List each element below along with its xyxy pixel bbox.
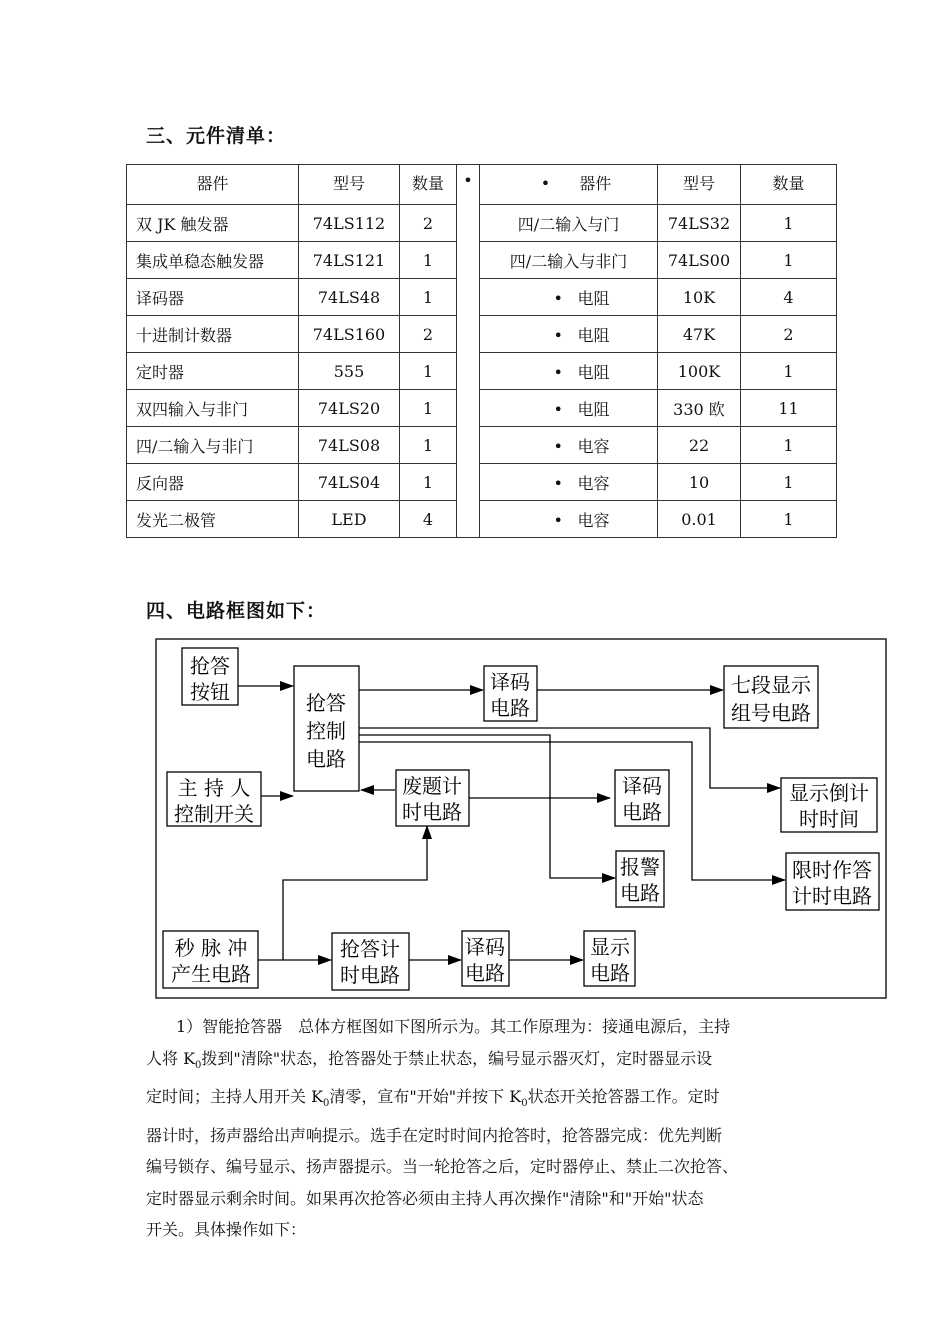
model-right-cell: 74LS00: [658, 242, 741, 279]
bullet-icon: •: [553, 362, 563, 382]
separator-cell: [457, 279, 480, 316]
table-row: [127, 427, 837, 464]
model-left-cell: 74LS160: [299, 316, 400, 353]
device-left-cell: 十进制计数器: [127, 316, 299, 353]
qty-right-cell: 4: [741, 279, 837, 316]
separator-cell: [457, 464, 480, 501]
table-row: [127, 316, 837, 353]
para-line-1: 1）智能抢答器 总体方框图如下图所示为。其工作原理为：接通电源后，主持: [176, 1017, 731, 1036]
para-line-5: 编号锁存、编号显示、扬声器提示。当一轮抢答之后，定时器停止、禁止二次抢答、: [146, 1157, 739, 1177]
header-qty-left: 数量: [400, 165, 457, 205]
section-3-title: 三、元件清单：: [146, 125, 287, 147]
device-left-cell: 译码器: [127, 279, 299, 316]
device-right-cell: [480, 279, 658, 316]
para-line-6: 定时器显示剩余时间。如果再次抢答必须由主持人再次操作"清除"和"开始"状态: [146, 1188, 704, 1208]
model-left-cell: 74LS08: [299, 427, 400, 464]
separator-cell: [457, 390, 480, 427]
qty-left-cell: 1: [400, 427, 457, 464]
limit-timer-label-2: 计时电路: [792, 884, 872, 908]
table-row: [127, 353, 837, 390]
qty-right-cell: 1: [741, 427, 837, 464]
device-right-cell: [480, 316, 658, 353]
display-label-1: 显示: [590, 935, 630, 959]
qty-left-cell: 1: [400, 464, 457, 501]
table-row: [127, 464, 837, 501]
alarm-label-1: 报警: [620, 855, 660, 879]
separator-cell: [457, 501, 480, 538]
model-left-cell: 555: [299, 353, 400, 390]
parts-table: [126, 164, 837, 538]
seven-seg-label-2: 组号电路: [731, 701, 811, 725]
host-label-1: 主 持 人: [177, 776, 251, 800]
qty-left-cell: 1: [400, 390, 457, 427]
alarm-label-2: 电路: [620, 881, 660, 905]
decoder-1-label-1: 译码: [490, 670, 530, 694]
countdown-label-1: 显示倒计: [789, 781, 869, 805]
decoder-3-label-2: 电路: [465, 961, 505, 985]
grab-button-label-1: 抢答: [190, 654, 230, 678]
device-left-cell: 四/二输入与非门: [127, 427, 299, 464]
decoder-1-label-2: 电路: [490, 696, 530, 720]
decoder-2-label-1: 译码: [622, 774, 662, 798]
device-right-label: 电容: [577, 436, 610, 456]
device-right-cell: [480, 427, 658, 464]
header-qty-right: 数量: [741, 165, 837, 205]
para-line-4: 器计时，扬声器给出声响提示。选手在定时时间内抢答时，抢答器完成：优先判断: [146, 1125, 723, 1145]
model-right-cell: 10: [658, 464, 741, 501]
host-label-2: 控制开关: [174, 802, 254, 826]
device-right-cell: [480, 464, 658, 501]
device-left-cell: 双 JK 触发器: [127, 205, 299, 242]
qty-left-cell: 1: [400, 353, 457, 390]
display-label-2: 电路: [590, 961, 630, 985]
waste-timer-label-2: 时电路: [402, 800, 462, 824]
bullet-icon: •: [553, 325, 563, 345]
device-right-cell: [480, 353, 658, 390]
model-right-cell: 0.01: [658, 501, 741, 538]
bullet-icon: •: [553, 288, 563, 308]
block-diagram: [155, 638, 889, 1000]
device-right-label: 电阻: [577, 399, 610, 419]
model-right-cell: 74LS32: [658, 205, 741, 242]
bullet-icon: •: [553, 473, 563, 493]
header-device-left: 器件: [127, 165, 299, 205]
table-row: [127, 501, 837, 538]
bullet-icon: •: [553, 510, 563, 530]
model-left-cell: LED: [299, 501, 400, 538]
device-left-cell: 定时器: [127, 353, 299, 390]
grab-timer-label-1: 抢答计: [340, 937, 400, 961]
table-row: [127, 390, 837, 427]
pulse-label-1: 秒 脉 冲: [174, 936, 248, 960]
table-row: [127, 205, 837, 242]
device-right-label: 电容: [577, 510, 610, 530]
header-model-right: 型号: [658, 165, 741, 205]
separator-cell: [457, 242, 480, 279]
seven-seg-label-1: 七段显示: [731, 673, 811, 697]
pulse-label-2: 产生电路: [171, 962, 251, 986]
grab-control-label-3: 电路: [306, 747, 346, 771]
model-left-cell: 74LS04: [299, 464, 400, 501]
para-line-7: 开关。具体操作如下：: [146, 1220, 307, 1240]
qty-left-cell: 1: [400, 242, 457, 279]
grab-button-label-2: 按钮: [190, 680, 230, 704]
model-right-cell: 22: [658, 427, 741, 464]
separator-cell: [457, 205, 480, 242]
bullet-icon: •: [553, 399, 563, 419]
model-right-cell: 47K: [658, 316, 741, 353]
limit-timer-label-1: 限时作答: [792, 858, 872, 882]
model-left-cell: 74LS20: [299, 390, 400, 427]
decoder-3-label-1: 译码: [465, 935, 505, 959]
qty-left-cell: 2: [400, 316, 457, 353]
device-right-cell: [480, 501, 658, 538]
qty-right-cell: 1: [741, 242, 837, 279]
model-right-cell: 330 欧: [658, 390, 741, 427]
grab-timer-label-2: 时电路: [340, 963, 400, 987]
device-right-cell: [480, 390, 658, 427]
qty-left-cell: 1: [400, 279, 457, 316]
bullet-icon: •: [553, 436, 563, 456]
header-model-left: 型号: [299, 165, 400, 205]
device-right-label: 电容: [577, 473, 610, 493]
device-right-label: 电阻: [577, 288, 610, 308]
parts-table-body: [127, 165, 837, 538]
grab-control-label-2: 控制: [306, 719, 346, 743]
qty-right-cell: 1: [741, 353, 837, 390]
qty-right-cell: 2: [741, 316, 837, 353]
grab-control-label-1: 抢答: [306, 691, 346, 715]
model-left-cell: 74LS112: [299, 205, 400, 242]
model-left-cell: 74LS121: [299, 242, 400, 279]
device-left-cell: 发光二极管: [127, 501, 299, 538]
qty-left-cell: 4: [400, 501, 457, 538]
qty-right-cell: 11: [741, 390, 837, 427]
device-right-cell: 四/二输入与非门: [480, 242, 658, 279]
device-right-label: 电阻: [577, 325, 610, 345]
device-left-cell: 双四输入与非门: [127, 390, 299, 427]
section-4-title: 四、电路框图如下：: [146, 600, 327, 622]
para-line-2: 人将 $K_0$拨到"清除"状态，抢答器处于禁止状态，编号显示器灭灯，定时器显示设: [146, 1048, 713, 1071]
device-left-cell: 集成单稳态触发器: [127, 242, 299, 279]
waste-timer-label-1: 废题计: [402, 774, 462, 798]
separator-cell: [457, 316, 480, 353]
separator-cell: [457, 353, 480, 390]
table-header-row: [127, 165, 837, 205]
table-row: [127, 279, 837, 316]
separator-bullet: •: [457, 165, 480, 205]
qty-left-cell: 2: [400, 205, 457, 242]
device-left-cell: 反向器: [127, 464, 299, 501]
description-paragraph: [146, 1011, 818, 1246]
para-line-3: 定时间；主持人用开关 $K_0$清零，宣布"开始"并按下 $K_0$状态开关抢答器工作。定时: [146, 1087, 720, 1110]
header-device-right: • 器件: [480, 165, 658, 205]
model-right-cell: 100K: [658, 353, 741, 390]
qty-right-cell: 1: [741, 205, 837, 242]
device-right-label: 电阻: [577, 362, 610, 382]
device-right-cell: 四/二输入与门: [480, 205, 658, 242]
model-left-cell: 74LS48: [299, 279, 400, 316]
qty-right-cell: 1: [741, 501, 837, 538]
table-row: [127, 242, 837, 279]
decoder-2-label-2: 电路: [622, 800, 662, 824]
model-right-cell: 10K: [658, 279, 741, 316]
separator-cell: [457, 427, 480, 464]
qty-right-cell: 1: [741, 464, 837, 501]
countdown-label-2: 时时间: [799, 807, 859, 831]
